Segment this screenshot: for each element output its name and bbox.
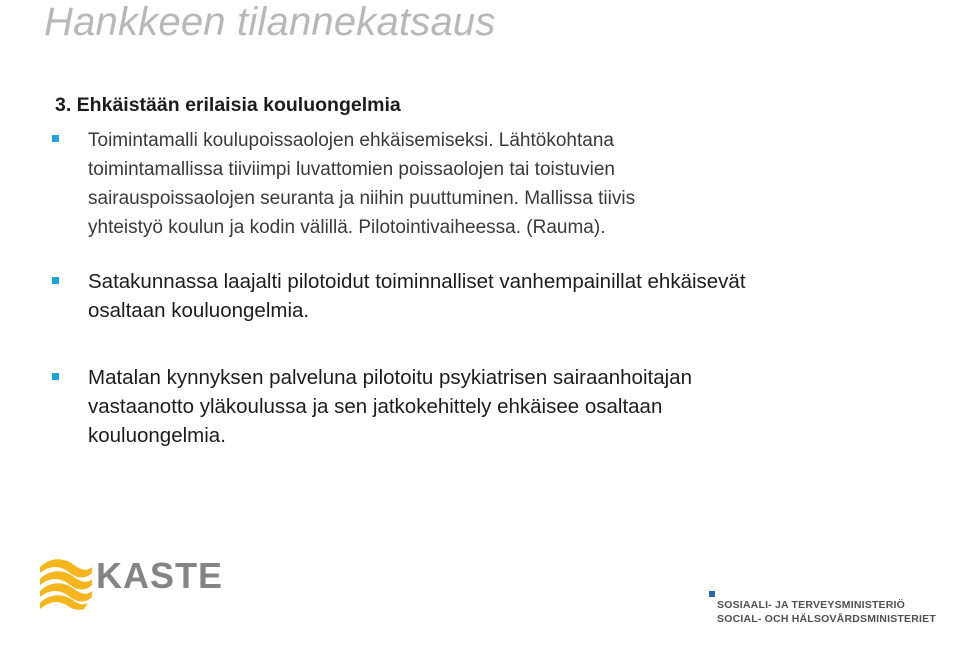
kaste-wordmark: KASTE	[96, 555, 224, 596]
square-bullet-icon	[52, 277, 59, 284]
ministry-logo-text	[717, 598, 936, 626]
bullet-line: Satakunnassa laajalti pilotoidut toiminnalliset vanhempainillat ehkäisevät	[88, 270, 746, 293]
ministry-line-fi: SOSIAALI- JA TERVEYSMINISTERIÖ	[717, 599, 906, 611]
bullet-line: sairauspoissaolojen seuranta ja niihin puuttuminen. Mallissa tiivis	[88, 188, 636, 209]
bullet-item-3	[52, 363, 932, 450]
bullet-line: toimintamallissa tiiviimpi luvattomien poissaolojen tai toistuvien	[88, 159, 615, 180]
square-bullet-icon	[52, 135, 59, 142]
slide-title: Hankkeen tilannekatsaus	[44, 0, 496, 44]
ministry-square-icon	[709, 591, 715, 597]
bullet-line: Matalan kynnyksen palveluna pilotoitu psykiatrisen sairaanhoitajan	[88, 366, 692, 389]
ministry-line-sv: SOCIAL- OCH HÄLSOVÅRDSMINISTERIET	[717, 613, 936, 625]
bullet-line: kouluongelmia.	[88, 424, 226, 447]
bullet-item-2	[52, 267, 932, 325]
slide-subtitle: 3. Ehkäistään erilaisia kouluongelmia	[55, 94, 401, 116]
bullet-line: yhteistyö koulun ja kodin välillä. Pilotointivaiheessa. (Rauma).	[88, 217, 606, 238]
bullet-item-1	[52, 126, 932, 242]
bullet-line: vastaanotto yläkoulussa ja sen jatkokehittely ehkäisee osaltaan	[88, 395, 663, 418]
bullet-line: Toimintamalli koulupoissaolojen ehkäisemiseksi. Lähtökohtana	[88, 130, 614, 151]
square-bullet-icon	[52, 373, 59, 380]
bullet-list	[52, 126, 932, 450]
bullet-line: osaltaan kouluongelmia.	[88, 299, 310, 322]
